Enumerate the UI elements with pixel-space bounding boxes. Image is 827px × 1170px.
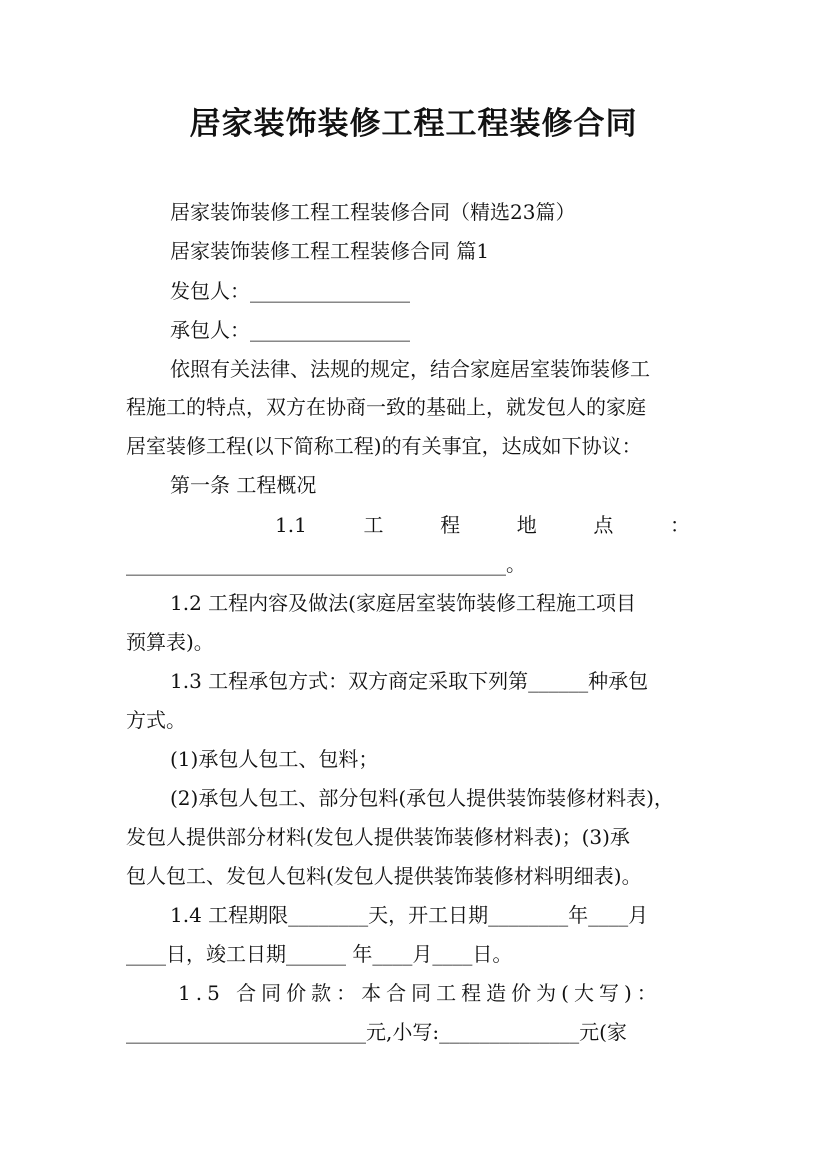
clause-colon: ： [669,513,690,537]
paragraph-line: ____日，竣工日期______ 年____月____日。 [126,942,513,966]
clause-number: 1.1 [275,513,307,537]
option-2: (2)承包人包工、部分包料(承包人提供装饰装修材料表)， [170,786,674,810]
paragraph-line: ________________________元,小写:______________元(家 [126,1020,627,1044]
clause-1-2: 1.2 工程内容及做法(家庭居室装饰装修工程施工项目 [170,591,636,615]
clause-1-4: 1.4 工程期限________天，开工日期________年____月 [170,903,649,927]
clause-char: 程 [440,513,461,537]
article-heading: 第一条 工程概况 [170,473,317,497]
paragraph-line: 方式。 [126,708,186,732]
clause-1-3: 1.3 工程承包方式：双方商定采取下列第______种承包 [170,669,649,693]
paragraph-line: 发包人提供部分材料(发包人提供装饰装修材料表)；(3)承 [126,825,630,849]
subtitle-line: 居家装饰装修工程工程装修合同（精选23篇） [170,200,576,224]
paragraph-line: 居室装修工程(以下简称工程)的有关事宜，达成如下协议： [126,434,642,458]
clause-char: 点 [593,513,614,537]
chapter-heading: 居家装饰装修工程工程装修合同 篇1 [170,239,490,263]
employer-line: 发包人：________________ [170,279,410,303]
clause-char: 地 [516,513,537,537]
option-1: (1)承包人包工、包料； [170,747,379,771]
clause-1-5: 1.5 合同价款：本合同工程造价为(大写)： [178,981,662,1005]
clause-char: 工 [363,513,384,537]
blank-line: ______________________________________。 [126,552,526,576]
contractor-line: 承包人：________________ [170,318,410,342]
paragraph-line: 程施工的特点，双方在协商一致的基础上，就发包人的家庭 [126,395,646,419]
clause-1-1 [275,511,690,539]
paragraph-line: 依照有关法律、法规的规定，结合家庭居室装饰装修工 [170,357,650,381]
paragraph-line: 包人包工、发包人包料(发包人提供装饰装修材料明细表)。 [126,864,642,888]
page-title: 居家装饰装修工程工程装修合同 [189,106,638,142]
paragraph-line: 预算表)。 [126,630,214,654]
